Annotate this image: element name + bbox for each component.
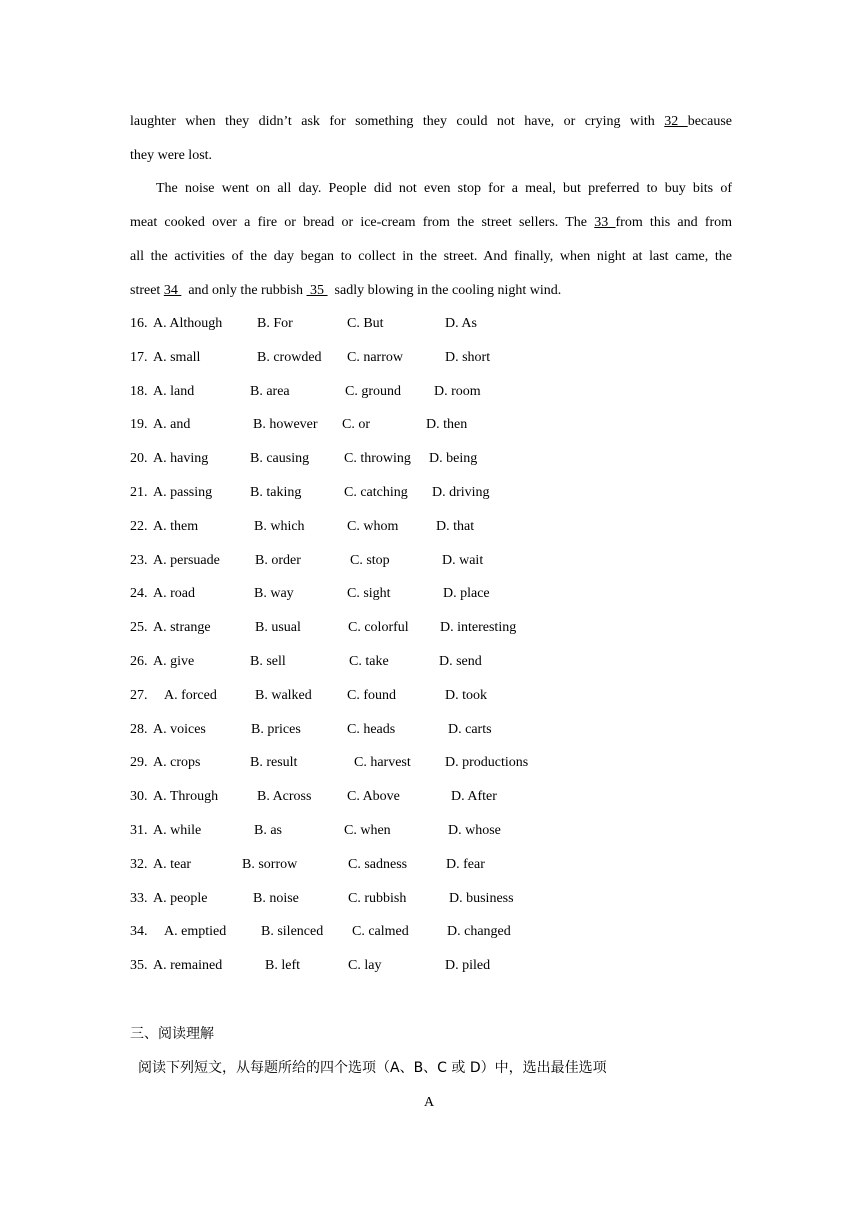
option-b: B. causing — [250, 451, 310, 467]
option-d: D. whose — [448, 823, 501, 838]
option-d: D. fear — [446, 856, 485, 872]
option-b: B. result — [250, 755, 298, 771]
option-a: A. strange — [153, 620, 211, 636]
passage-line-5 — [130, 248, 732, 266]
option-a: A. emptied — [164, 924, 227, 940]
option-c: C. whom — [347, 518, 399, 534]
option-d: D. After — [451, 789, 497, 805]
option-d: D. took — [445, 687, 487, 703]
option-c: C. catching — [344, 485, 408, 500]
option-c: C. But — [347, 316, 384, 331]
question-row — [130, 315, 750, 333]
question-number: 32. — [130, 856, 148, 872]
option-a: A. crops — [153, 755, 201, 771]
option-c: C. calmed — [352, 924, 409, 940]
passage-text: sadly blowing in the cooling night wind. — [327, 283, 562, 298]
question-number: 34. — [130, 924, 148, 940]
option-a: A. while — [153, 823, 202, 838]
passage-text: and only the rubbish — [181, 283, 307, 298]
option-d: D. being — [429, 451, 478, 467]
passage-text: because — [687, 114, 732, 129]
question-number: 21. — [130, 485, 148, 500]
option-a: A. persuade — [153, 552, 220, 568]
part-label — [424, 1094, 444, 1112]
option-a: A. passing — [153, 485, 213, 500]
option-a: A. tear — [153, 856, 192, 872]
option-d: D. productions — [445, 755, 529, 771]
option-d: D. piled — [445, 958, 491, 974]
passage-line-4 — [130, 214, 732, 232]
question-number: 18. — [130, 383, 148, 399]
question-row — [130, 383, 750, 401]
question-row — [130, 518, 750, 536]
option-a: A. give — [153, 654, 195, 669]
option-b: B. which — [254, 518, 305, 534]
question-number: 29. — [130, 755, 148, 771]
option-d: D. carts — [448, 721, 492, 737]
option-c: C. take — [349, 654, 389, 669]
option-d: D. send — [439, 654, 482, 669]
option-b: B. however — [253, 417, 318, 433]
question-row — [130, 822, 750, 840]
passage-text: meat cooked over a fire or bread or ice-cream from the street sellers. The — [130, 215, 588, 230]
question-row — [130, 484, 750, 502]
question-number: 25. — [130, 620, 148, 636]
option-b: B. silenced — [261, 924, 324, 940]
option-c: C. lay — [348, 958, 382, 974]
question-row — [130, 721, 750, 739]
option-a: A. road — [153, 586, 195, 602]
blank-33: 33 — [594, 215, 616, 230]
passage-text: street — [130, 283, 164, 298]
option-a: A. small — [153, 349, 201, 365]
option-d: D. As — [445, 316, 477, 331]
option-a: A. voices — [153, 721, 206, 737]
question-number: 16. — [130, 316, 148, 331]
question-number: 26. — [130, 654, 148, 669]
question-number: 23. — [130, 552, 148, 568]
option-a: A. land — [153, 383, 195, 399]
passage-text: from this and from — [615, 215, 733, 230]
question-number: 20. — [130, 451, 148, 467]
question-row — [130, 450, 750, 468]
question-row — [130, 416, 750, 434]
question-number: 24. — [130, 586, 148, 602]
part-label-text: A — [424, 1095, 435, 1110]
section-instruction — [138, 1059, 740, 1077]
option-a: A. people — [153, 890, 208, 906]
option-a: A. Through — [153, 789, 219, 805]
option-d: D. changed — [447, 924, 511, 940]
question-row — [130, 957, 750, 975]
blank-32: 32 — [664, 114, 688, 129]
option-b: B. as — [254, 823, 282, 838]
option-d: D. then — [426, 417, 468, 433]
option-c: C. throwing — [344, 451, 411, 467]
option-c: C. sadness — [348, 856, 408, 872]
question-row — [130, 788, 750, 806]
blank-35: 35 — [306, 283, 328, 298]
passage-text: they were lost. — [130, 148, 213, 163]
question-number: 30. — [130, 789, 148, 805]
passage-line-1 — [130, 113, 732, 131]
option-b: B. area — [250, 383, 290, 399]
option-c: C. stop — [350, 552, 390, 568]
section-heading-text: 三、阅读理解 — [130, 1026, 214, 1042]
option-d: D. business — [449, 890, 514, 906]
section-heading — [130, 1025, 732, 1043]
option-d: D. place — [443, 586, 490, 602]
instruction-text: 阅读下列短文，从每题所给的四个选项（A、B、C 或 D）中，选出最佳选项 — [138, 1060, 607, 1076]
option-d: D. short — [445, 349, 491, 365]
question-row — [130, 856, 750, 874]
option-c: C. ground — [345, 383, 401, 399]
question-number: 28. — [130, 721, 148, 737]
option-c: C. colorful — [348, 620, 409, 636]
question-number: 35. — [130, 958, 148, 974]
option-c: C. or — [342, 417, 370, 433]
question-row — [130, 890, 750, 908]
option-b: B. crowded — [257, 349, 322, 365]
question-row — [130, 619, 750, 637]
question-row — [130, 754, 750, 772]
passage-line-6 — [130, 282, 732, 300]
option-d: D. that — [436, 518, 475, 534]
option-a: A. having — [153, 451, 209, 467]
option-c: C. sight — [347, 586, 391, 602]
option-b: B. Across — [257, 789, 312, 805]
option-a: A. Although — [153, 316, 223, 331]
passage-text: laughter when they didn’t ask for something they could not have, or crying with — [130, 114, 655, 129]
option-d: D. wait — [442, 552, 484, 568]
passage-text: all the activities of the day began to collect in the street. And finally, when night at last came, the — [130, 249, 732, 264]
option-d: D. room — [434, 383, 481, 399]
passage-text: The noise went on all day. People did not even stop for a meal, but preferred to buy bits of — [156, 181, 732, 196]
question-number: 22. — [130, 518, 148, 534]
option-a: A. remained — [153, 958, 223, 974]
question-row — [130, 923, 750, 941]
question-row — [130, 687, 750, 705]
option-b: B. prices — [251, 721, 301, 737]
option-b: B. usual — [255, 620, 301, 636]
option-b: B. sell — [250, 654, 286, 669]
option-c: C. Above — [347, 789, 400, 805]
option-c: C. narrow — [347, 349, 403, 365]
question-number: 31. — [130, 823, 148, 838]
option-b: B. walked — [255, 687, 312, 703]
option-c: C. found — [347, 687, 396, 703]
question-number: 19. — [130, 417, 148, 433]
option-d: D. driving — [432, 485, 490, 500]
question-number: 17. — [130, 349, 148, 365]
option-b: B. way — [254, 586, 294, 602]
option-a: A. them — [153, 518, 199, 534]
question-number: 33. — [130, 890, 148, 906]
option-d: D. interesting — [440, 620, 517, 636]
question-number: 27. — [130, 687, 148, 703]
option-b: B. taking — [250, 485, 302, 500]
option-b: B. sorrow — [242, 856, 298, 872]
option-b: B. noise — [253, 890, 299, 906]
option-b: B. For — [257, 316, 293, 331]
passage-line-2 — [130, 147, 732, 165]
passage-line-3 — [156, 180, 732, 198]
option-b: B. order — [255, 552, 301, 568]
question-row — [130, 552, 750, 570]
option-b: B. left — [265, 958, 300, 974]
question-row — [130, 653, 750, 671]
question-row — [130, 585, 750, 603]
option-c: C. heads — [347, 721, 396, 737]
option-c: C. when — [344, 823, 391, 838]
blank-34: 34 — [163, 283, 182, 298]
option-c: C. harvest — [354, 755, 411, 771]
option-c: C. rubbish — [348, 890, 407, 906]
option-a: A. and — [153, 417, 191, 433]
question-row — [130, 349, 750, 367]
option-a: A. forced — [164, 687, 217, 703]
